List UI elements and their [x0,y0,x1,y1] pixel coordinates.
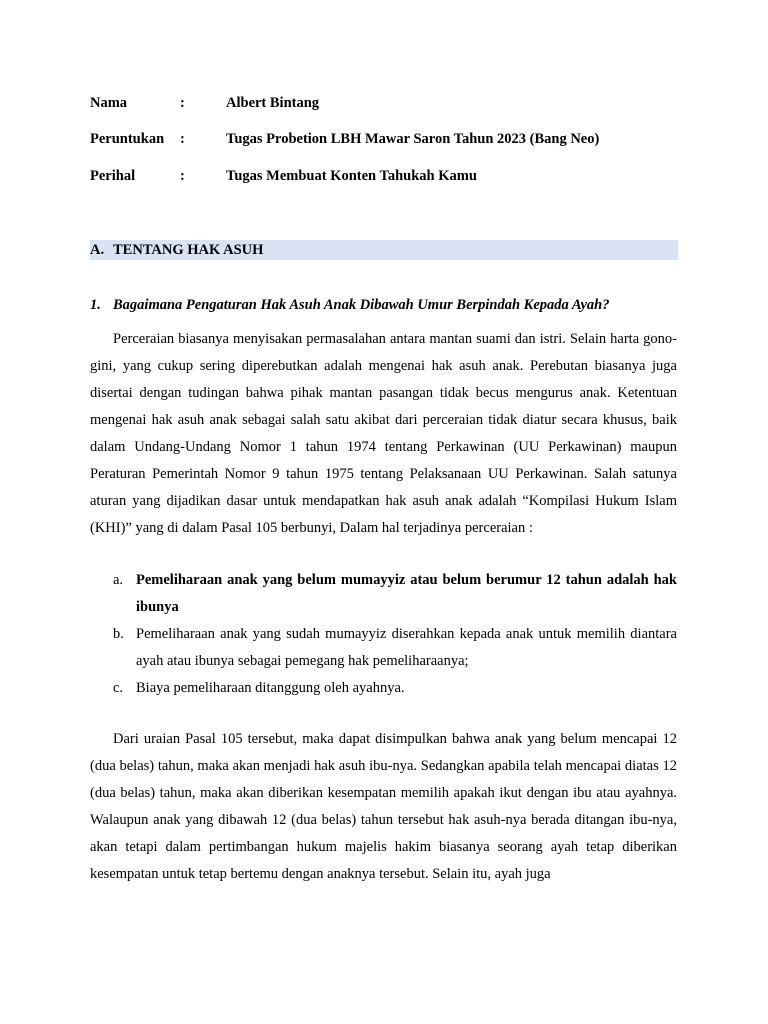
meta-value: Tugas Membuat Konten Tahukah Kamu [226,168,477,184]
section-title: TENTANG HAK ASUH [113,242,264,258]
question-number: 1. [90,297,101,313]
list-item-text: Pemeliharaan anak yang sudah mumayyiz diserahkan kepada anak untuk memilih diantara ayah atau ibunya sebagai pemegang hak pemeliharaanya; [136,626,677,669]
list-marker: a. [113,572,124,588]
list-marker: b. [113,626,124,642]
pasal-105-list [90,567,677,702]
list-marker: c. [113,680,124,696]
meta-label: Nama [90,95,128,111]
list-item-text: Pemeliharaan anak yang belum mumayyiz atau belum berumur 12 tahun adalah hak ibunya [136,572,677,615]
meta-label: Peruntukan [90,131,165,147]
list-item [90,621,677,675]
meta-colon: : [180,95,185,111]
meta-label: Perihal [90,168,136,184]
meta-colon: : [180,131,185,147]
body-paragraph-1: Perceraian biasanya menyisakan permasalahan antara mantan suami dan istri. Selain harta gono-gini, yang cukup sering diperebutkan adalah mengenai hak asuh anak. Perebutan biasanya juga disertai dengan tudingan bahwa pihak mantan pasangan tidak becus mengurus anak. Ketentuan mengenai hak asuh anak sebagai salah satu akibat dari perceraian tidak diatur secara khusus, baik dalam Undang-Undang Nomor 1 tahun 1974 tentang Perkawinan (UU Perkawinan) maupun Peraturan Pemerintah Nomor 9 tahun 1975 tentang Pelaksanaan UU Perkawinan. Salah satunya aturan yang dijadikan dasar untuk mendapatkan hak asuh anak adalah “Kompilasi Hukum Islam (KHI)” yang di dalam Pasal 105 berbunyi, Dalam hal terjadinya perceraian : [90,331,677,536]
body-paragraph-2: Dari uraian Pasal 105 tersebut, maka dapat disimpulkan bahwa anak yang belum mencapai 12 (dua belas) tahun, maka akan menjadi hak asuh ibu-nya. Sedangkan apabila telah mencapai diatas 12 (dua belas) tahun, maka akan diberikan kesempatan memilih apakah ikut dengan ibu atau ayahnya. Walaupun anak yang dibawah 12 (dua belas) tahun tersebut hak asuh-nya berada ditangan ibu-nya, akan tetapi dalam pertimbangan hukum majelis hakim biasanya seorang ayah tetap diberikan kesempatan untuk tetap bertemu dengan anaknya tersebut. Selain itu, ayah juga [90,731,677,882]
meta-value: Albert Bintang [226,95,320,111]
meta-colon: : [180,168,185,184]
list-item [90,567,677,621]
list-item [90,675,677,702]
section-number: A. [90,242,105,258]
section-heading [90,240,678,260]
question-text: Bagaimana Pengaturan Hak Asuh Anak Dibawah Umur Berpindah Kepada Ayah? [113,297,610,313]
meta-value: Tugas Probetion LBH Mawar Saron Tahun 2023 (Bang Neo) [226,131,600,147]
list-item-text: Biaya pemeliharaan ditanggung oleh ayahnya. [136,680,405,696]
